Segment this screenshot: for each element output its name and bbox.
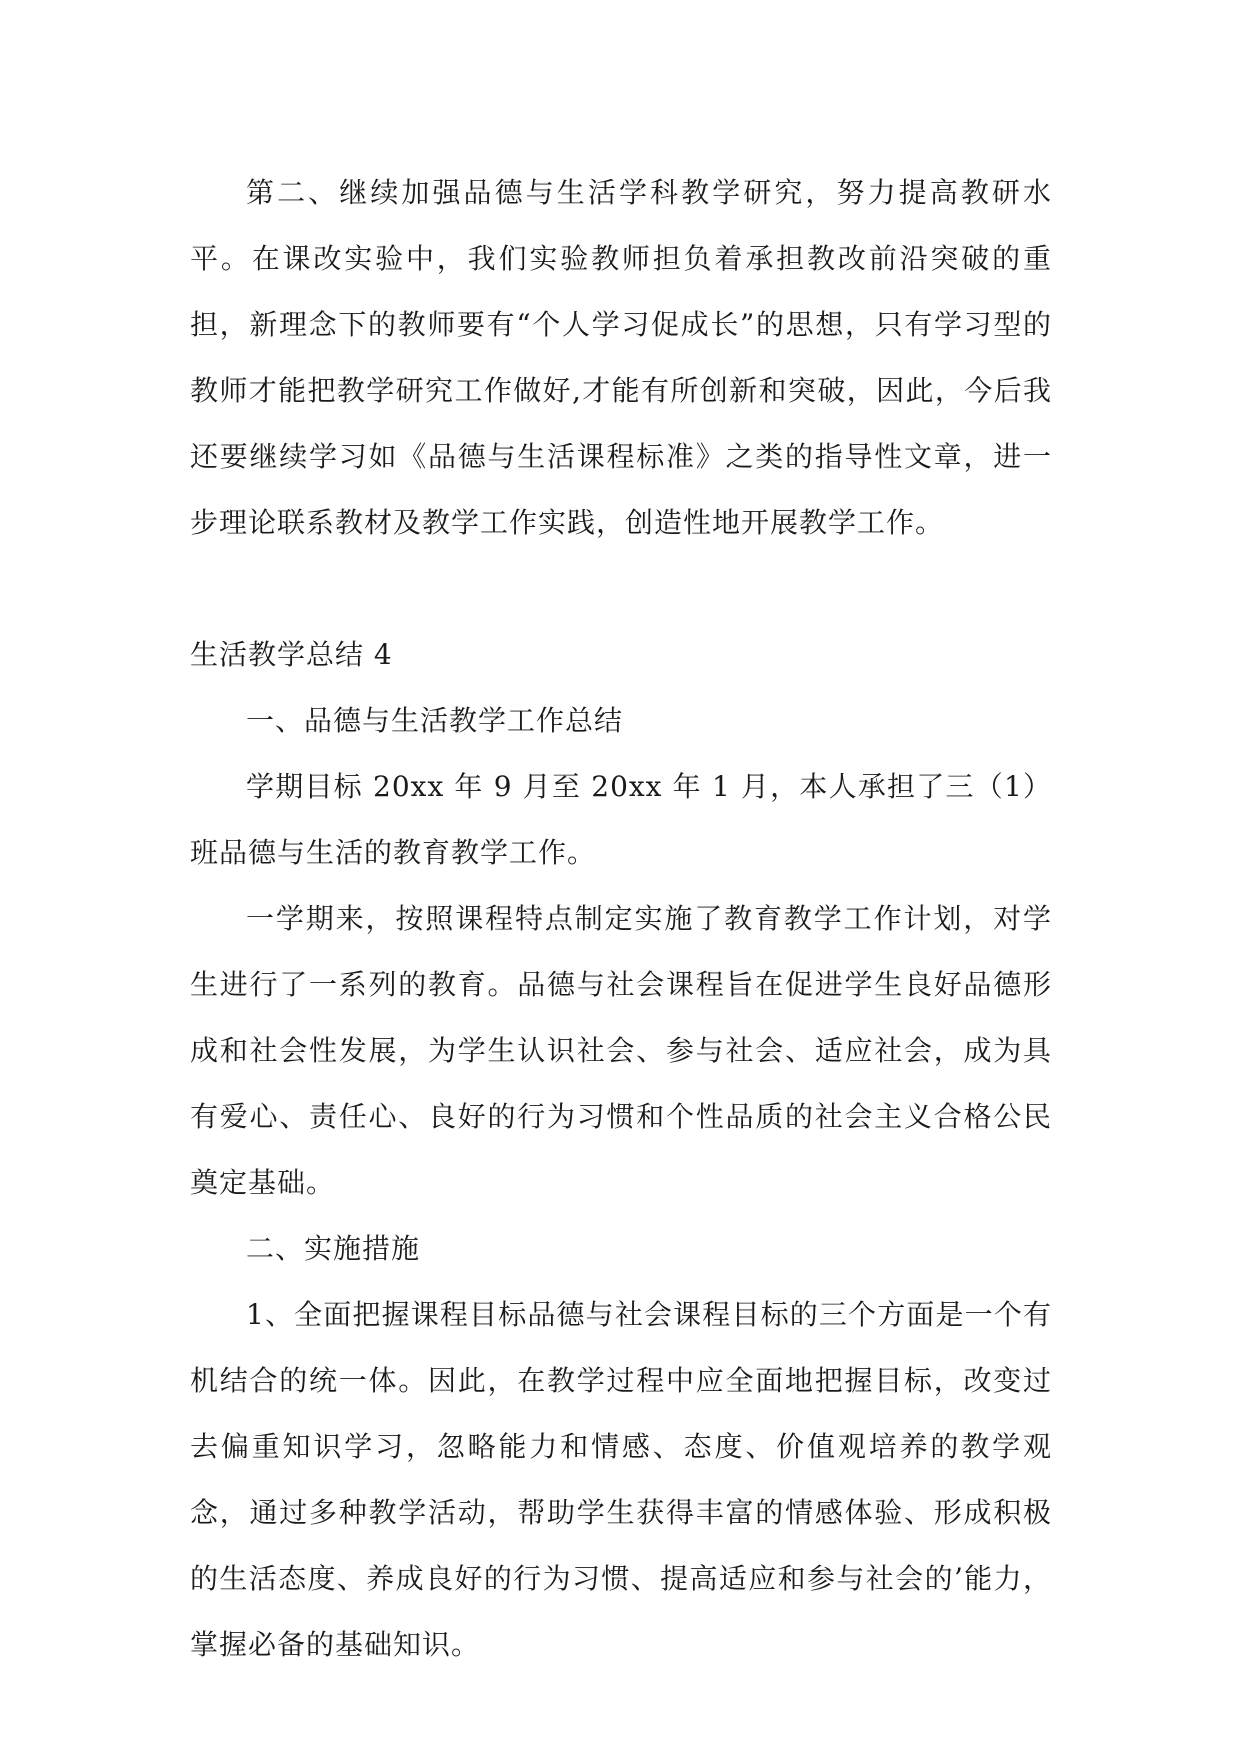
paragraph-education-plan: 一学期来，按照课程特点制定实施了教育教学工作计划，对学生进行了一系列的教育。品德与社会课程旨在促进学生良好品德形成和社会性发展，为学生认识社会、参与社会、适应社会，成为具有爱心、责任心、良好的行为习惯和个性品质的社会主义合格公民奠定基础。 [190, 902, 1052, 1199]
section-title: 生活教学总结 4 [190, 638, 393, 671]
subheading-summary: 一、品德与生活教学工作总结 [246, 704, 624, 737]
paragraph-semester-goal: 学期目标 20xx 年 9 月至 20xx 年 1 月，本人承担了三（1）班品德与生活的教育教学工作。 [190, 770, 1052, 869]
section-spacer [190, 556, 1052, 622]
paragraph-research: 第二、继续加强品德与生活学科教学研究，努力提高教研水平。在课改实验中，我们实验教师担负着承担教改前沿突破的重担，新理念下的教师要有“个人学习促成长”的思想，只有学习型的教师才能把教学研究工作做好,才能有所创新和突破，因此，今后我还要继续学习如《品德与生活课程标准》之类的指导性文章，进一步理论联系教材及教学工作实践，创造性地开展教学工作。 [190, 176, 1052, 539]
subheading-measures: 二、实施措施 [246, 1232, 421, 1265]
paragraph-course-goals: 1、全面把握课程目标品德与社会课程目标的三个方面是一个有机结合的统一体。因此，在教学过程中应全面地把握目标，改变过去偏重知识学习，忽略能力和情感、态度、价值观培养的教学观念，通过多种教学活动，帮助学生获得丰富的情感体验、形成积极的生活态度、养成良好的行为习惯、提高适应和参与社会的’能力，掌握必备的基础知识。 [190, 1298, 1052, 1661]
document-body [190, 160, 1052, 1678]
